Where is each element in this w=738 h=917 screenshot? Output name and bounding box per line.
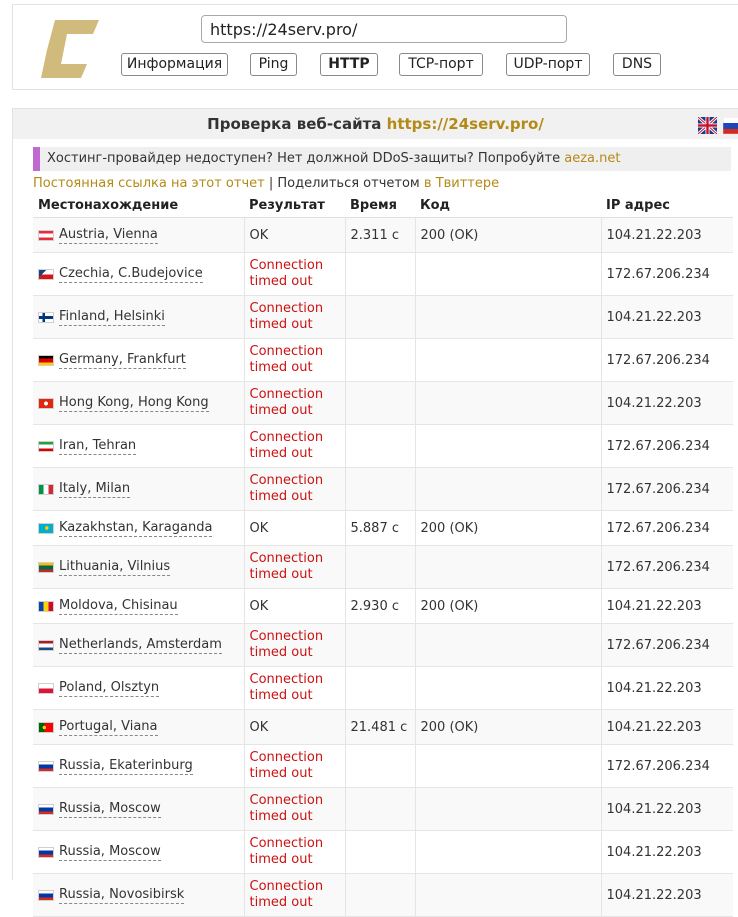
top-bar [12, 4, 738, 90]
location-link[interactable]: Hong Kong, Hong Kong [59, 394, 209, 410]
location-cell [33, 788, 244, 831]
table-row [33, 831, 733, 874]
table-row [33, 624, 733, 667]
result-text: Connection timed out [249, 344, 324, 375]
col-header-location: Местонахождение [33, 193, 244, 218]
result-text: OK [249, 227, 269, 243]
country-flag-icon [38, 523, 54, 534]
country-flag-icon [38, 847, 54, 858]
result-cell [244, 382, 345, 425]
ip-cell: 172.67.206.234 [601, 511, 733, 546]
result-text: Connection timed out [249, 430, 324, 461]
result-cell [244, 253, 345, 296]
country-flag-icon [38, 804, 54, 815]
ip-cell: 172.67.206.234 [601, 425, 733, 468]
result-text: Connection timed out [249, 301, 324, 332]
tab-tcp-port-button[interactable]: TCP-порт [399, 53, 483, 76]
code-cell [415, 831, 601, 874]
ip-cell: 104.21.22.203 [601, 589, 733, 624]
location-link[interactable]: Austria, Vienna [59, 226, 158, 242]
table-row [33, 468, 733, 511]
result-cell [244, 831, 345, 874]
result-text: Connection timed out [249, 387, 324, 418]
permalink-link[interactable]: Постоянная ссылка на этот отчет [33, 176, 265, 191]
col-header-result: Результат [244, 193, 345, 218]
country-flag-icon [38, 230, 54, 241]
panel-header [13, 109, 738, 139]
checked-site-link[interactable]: https://24serv.pro/ [386, 115, 544, 133]
code-cell: 200 (OK) [415, 218, 601, 253]
tab-info-button[interactable]: Информация [121, 53, 228, 76]
location-link[interactable]: Russia, Moscow [59, 843, 161, 859]
location-link[interactable]: Iran, Tehran [59, 437, 137, 453]
promo-banner [33, 147, 731, 171]
table-row [33, 218, 733, 253]
tab-ping-button[interactable]: Ping [250, 53, 297, 76]
time-cell: 21.481 с [345, 710, 415, 745]
result-cell [244, 339, 345, 382]
table-row [33, 296, 733, 339]
ip-cell: 104.21.22.203 [601, 296, 733, 339]
result-text: Connection timed out [249, 836, 324, 867]
ip-cell: 104.21.22.203 [601, 667, 733, 710]
location-cell [33, 546, 244, 589]
tab-dns-button[interactable]: DNS [613, 53, 661, 76]
ip-cell: 104.21.22.203 [601, 831, 733, 874]
location-cell [33, 745, 244, 788]
location-cell [33, 710, 244, 745]
table-row [33, 382, 733, 425]
code-cell [415, 339, 601, 382]
promo-text: Хостинг-провайдер недоступен? Нет должной DDoS-защиты? Попробуйте [47, 151, 561, 166]
result-text: Connection timed out [249, 258, 324, 289]
code-cell [415, 253, 601, 296]
url-input[interactable] [201, 15, 567, 43]
country-flag-icon [38, 398, 54, 409]
table-row [33, 253, 733, 296]
country-flag-icon [38, 640, 54, 651]
time-cell [345, 296, 415, 339]
code-cell [415, 667, 601, 710]
location-link[interactable]: Moldova, Chisinau [59, 597, 178, 613]
results-table [33, 193, 733, 917]
country-flag-icon [38, 562, 54, 573]
code-cell [415, 382, 601, 425]
code-cell [415, 468, 601, 511]
result-cell [244, 667, 345, 710]
time-cell [345, 667, 415, 710]
location-link[interactable]: Netherlands, Amsterdam [59, 636, 222, 652]
time-cell [345, 425, 415, 468]
result-text: Connection timed out [249, 551, 324, 582]
table-body [33, 218, 733, 917]
country-flag-icon [38, 441, 54, 452]
location-link[interactable]: Kazakhstan, Karaganda [59, 519, 213, 535]
location-link[interactable]: Poland, Olsztyn [59, 679, 160, 695]
twitter-link[interactable]: Твиттере [435, 176, 500, 191]
time-cell: 2.930 с [345, 589, 415, 624]
location-link[interactable]: Russia, Moscow [59, 800, 161, 816]
time-cell: 2.311 с [345, 218, 415, 253]
flag-uk-icon[interactable] [698, 117, 717, 134]
time-cell [345, 745, 415, 788]
result-text: Connection timed out [249, 629, 324, 660]
result-text: OK [249, 719, 269, 735]
ip-cell: 104.21.22.203 [601, 218, 733, 253]
code-cell [415, 296, 601, 339]
country-flag-icon [38, 484, 54, 495]
ip-cell: 104.21.22.203 [601, 788, 733, 831]
result-text: Connection timed out [249, 473, 324, 504]
share-label: Поделиться отчетом [277, 176, 420, 191]
result-cell [244, 624, 345, 667]
ip-cell: 172.67.206.234 [601, 468, 733, 511]
promo-link[interactable]: aeza.net [564, 151, 621, 166]
location-cell [33, 253, 244, 296]
code-cell: 200 (OK) [415, 710, 601, 745]
code-cell [415, 546, 601, 589]
result-cell [244, 511, 345, 546]
location-cell [33, 339, 244, 382]
result-cell [244, 710, 345, 745]
code-cell [415, 425, 601, 468]
location-cell [33, 425, 244, 468]
col-header-code: Код [415, 193, 601, 218]
country-flag-icon [38, 312, 54, 323]
result-cell [244, 468, 345, 511]
time-cell [345, 468, 415, 511]
code-cell [415, 745, 601, 788]
time-cell [345, 339, 415, 382]
country-flag-icon [38, 761, 54, 772]
country-flag-icon [38, 890, 54, 901]
table-row [33, 511, 733, 546]
location-link[interactable]: Portugal, Viana [59, 718, 158, 734]
code-cell: 200 (OK) [415, 511, 601, 546]
code-cell [415, 624, 601, 667]
table-row [33, 425, 733, 468]
location-link[interactable]: Russia, Ekaterinburg [59, 757, 193, 773]
time-cell: 5.887 с [345, 511, 415, 546]
table-row [33, 589, 733, 624]
location-cell [33, 218, 244, 253]
country-flag-icon [38, 722, 54, 733]
location-link[interactable]: Czechia, C.Budejovice [59, 265, 203, 281]
result-cell [244, 296, 345, 339]
ip-cell: 172.67.206.234 [601, 546, 733, 589]
ip-cell: 172.67.206.234 [601, 624, 733, 667]
tab-udp-port-button[interactable]: UDP-порт [506, 53, 590, 76]
time-cell [345, 624, 415, 667]
col-header-ip: IP адрес [601, 193, 733, 218]
ip-cell: 172.67.206.234 [601, 745, 733, 788]
site-logo[interactable] [41, 20, 99, 78]
location-cell [33, 511, 244, 546]
tab-http-button[interactable]: HTTP [320, 53, 378, 76]
separator: | [268, 176, 274, 191]
table-row [33, 745, 733, 788]
table-row [33, 667, 733, 710]
table-row [33, 339, 733, 382]
location-cell [33, 468, 244, 511]
time-cell [345, 546, 415, 589]
location-cell [33, 296, 244, 339]
result-cell [244, 546, 345, 589]
result-text: Connection timed out [249, 750, 324, 781]
result-text: Connection timed out [249, 793, 324, 824]
location-cell [33, 624, 244, 667]
location-cell [33, 382, 244, 425]
code-cell: 200 (OK) [415, 589, 601, 624]
country-flag-icon [38, 355, 54, 366]
result-cell [244, 788, 345, 831]
ip-cell: 104.21.22.203 [601, 874, 733, 917]
time-cell [345, 788, 415, 831]
ip-cell: 104.21.22.203 [601, 710, 733, 745]
table-row [33, 710, 733, 745]
result-cell [244, 218, 345, 253]
time-cell [345, 382, 415, 425]
table-row [33, 546, 733, 589]
result-text: Connection timed out [249, 672, 324, 703]
result-text: OK [249, 598, 269, 614]
location-cell [33, 667, 244, 710]
table-row [33, 788, 733, 831]
table-header-row [33, 193, 733, 218]
country-flag-icon [38, 683, 54, 694]
ip-cell: 104.21.22.203 [601, 382, 733, 425]
result-cell [244, 425, 345, 468]
promo-accent-bar [33, 147, 40, 171]
location-cell [33, 589, 244, 624]
country-flag-icon [38, 269, 54, 280]
location-link[interactable]: Finland, Helsinki [59, 308, 165, 324]
location-link[interactable]: Italy, Milan [59, 480, 131, 496]
location-link[interactable]: Germany, Frankfurt [59, 351, 186, 367]
time-cell [345, 831, 415, 874]
location-link[interactable]: Lithuania, Vilnius [59, 558, 171, 574]
ip-cell: 172.67.206.234 [601, 339, 733, 382]
code-cell [415, 788, 601, 831]
share-in-label: в [423, 176, 432, 191]
flag-ru-icon[interactable] [723, 117, 738, 134]
location-link[interactable]: Russia, Novosibirsk [59, 886, 185, 902]
ip-cell: 172.67.206.234 [601, 253, 733, 296]
country-flag-icon [38, 601, 54, 612]
results-panel [12, 108, 738, 910]
time-cell [345, 253, 415, 296]
location-cell [33, 831, 244, 874]
permalink-row [33, 176, 499, 191]
result-text: OK [249, 520, 269, 536]
result-cell [244, 745, 345, 788]
col-header-time: Время [345, 193, 415, 218]
result-text: Connection timed out [249, 879, 324, 910]
page-title: Проверка веб-сайта [207, 115, 382, 133]
result-cell [244, 589, 345, 624]
